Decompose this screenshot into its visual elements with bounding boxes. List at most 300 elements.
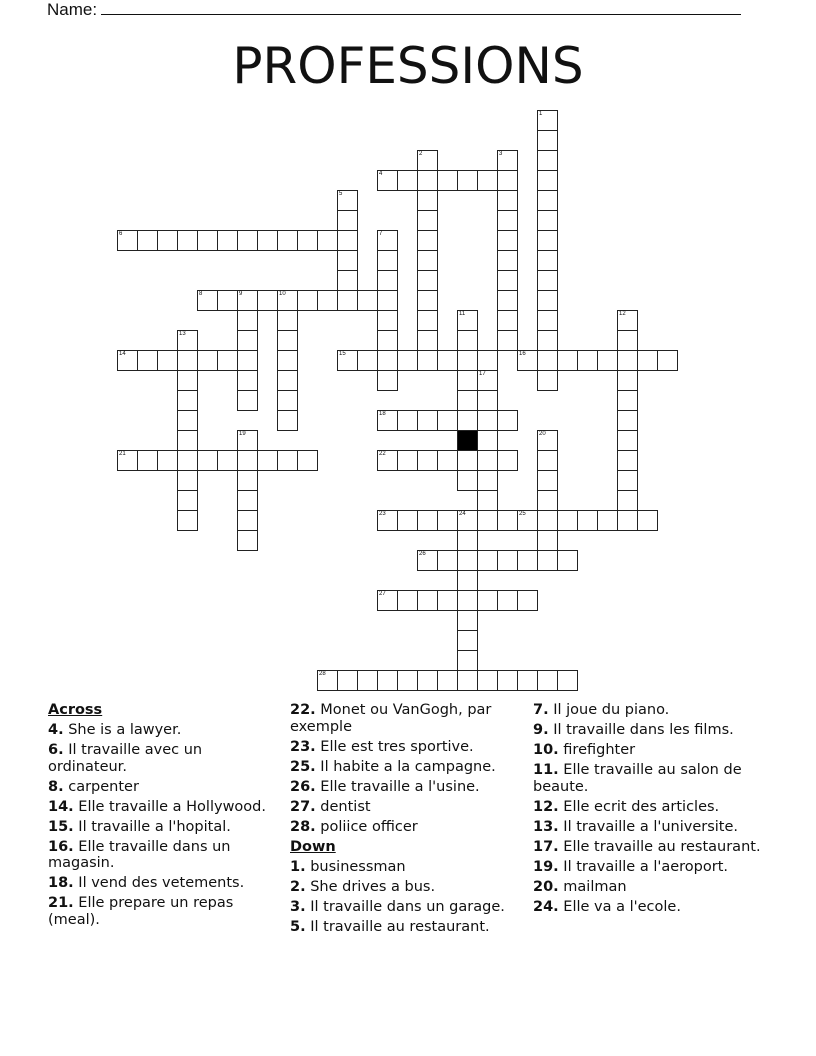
clue-item: 13. Il travaille a l'universite. — [533, 818, 739, 835]
grid-cell[interactable] — [457, 630, 478, 651]
grid-cell[interactable] — [537, 250, 558, 271]
grid-cell[interactable] — [517, 590, 538, 611]
grid-cell[interactable] — [377, 590, 398, 611]
grid-cell[interactable] — [117, 450, 138, 471]
grid-cell[interactable] — [497, 410, 518, 431]
grid-cell[interactable] — [537, 170, 558, 191]
clue-number: 6. — [48, 742, 64, 758]
grid-cell[interactable] — [497, 670, 518, 691]
clue-item: 3. Il travaille dans un garage. — [290, 898, 505, 915]
grid-cell[interactable] — [537, 490, 558, 511]
grid-cell[interactable] — [177, 230, 198, 251]
clue-item: 23. Elle est tres sportive. — [290, 738, 474, 755]
grid-cell[interactable] — [617, 310, 638, 331]
grid-cell[interactable] — [437, 350, 458, 371]
clue-item: 21. Elle prepare un repas (meal). — [48, 895, 234, 928]
grid-cell[interactable] — [537, 330, 558, 351]
grid-cell[interactable] — [417, 550, 438, 571]
clues-column-1 — [48, 702, 278, 932]
grid-cell[interactable] — [417, 270, 438, 291]
grid-cell[interactable] — [577, 350, 598, 371]
clue-item: 14. Elle travaille a Hollywood. — [48, 798, 266, 815]
grid-cell[interactable] — [437, 670, 458, 691]
grid-cell[interactable] — [377, 350, 398, 371]
clue-number: 28. — [290, 818, 316, 835]
grid-cell[interactable] — [277, 230, 298, 251]
clue-number-label: 1 — [539, 111, 543, 117]
clue-item: 8. carpenter — [48, 778, 139, 795]
clue-number: 18. — [48, 875, 74, 891]
grid-cell[interactable] — [457, 610, 478, 631]
grid-cell[interactable] — [137, 230, 158, 251]
clue-number-label: 28 — [319, 671, 326, 677]
clues-heading: Across — [48, 702, 103, 718]
grid-cell[interactable] — [417, 670, 438, 691]
grid-cell[interactable] — [537, 550, 558, 571]
grid-cell[interactable] — [157, 450, 178, 471]
grid-cell[interactable] — [457, 350, 478, 371]
clue-number-label: 14 — [119, 351, 126, 357]
grid-cell[interactable] — [397, 410, 418, 431]
grid-cell[interactable] — [117, 230, 138, 251]
clue-number: 7. — [533, 702, 549, 718]
grid-cell[interactable] — [297, 450, 318, 471]
grid-cell[interactable] — [457, 310, 478, 331]
clue-item: 22. Monet ou VanGogh, par exemple — [290, 702, 492, 735]
grid-cell[interactable] — [457, 530, 478, 551]
clue-item: 1. businessman — [290, 858, 406, 875]
grid-cell[interactable] — [537, 370, 558, 391]
grid-cell[interactable] — [497, 290, 518, 311]
grid-cell[interactable] — [477, 470, 498, 491]
grid-cell[interactable] — [417, 410, 438, 431]
grid-cell[interactable] — [377, 170, 398, 191]
clue-number: 15. — [48, 818, 74, 835]
grid-cell[interactable] — [517, 350, 538, 371]
grid-cell[interactable] — [137, 350, 158, 371]
grid-cell[interactable] — [337, 210, 358, 231]
clue-number-label: 21 — [119, 451, 126, 457]
clue-number: 8. — [48, 778, 64, 795]
clue-number-label: 10 — [279, 291, 286, 297]
grid-cell[interactable] — [217, 230, 238, 251]
clues-heading: Down — [290, 838, 336, 855]
grid-cell[interactable] — [217, 450, 238, 471]
grid-cell[interactable] — [437, 510, 458, 531]
grid-cell[interactable] — [337, 250, 358, 271]
grid-cell[interactable] — [357, 290, 378, 311]
grid-cell[interactable] — [277, 370, 298, 391]
grid-cell[interactable] — [377, 510, 398, 531]
grid-cell[interactable] — [237, 290, 258, 311]
grid-cell[interactable] — [457, 170, 478, 191]
grid-cell[interactable] — [537, 530, 558, 551]
clue-number-label: 23 — [379, 511, 386, 517]
grid-cell[interactable] — [237, 310, 258, 331]
grid-cell[interactable] — [537, 290, 558, 311]
grid-cell[interactable] — [337, 190, 358, 211]
grid-cell[interactable] — [477, 390, 498, 411]
grid-cell[interactable] — [417, 330, 438, 351]
clue-number-label: 11 — [459, 311, 466, 317]
grid-cell[interactable] — [617, 450, 638, 471]
clue-number: 22. — [290, 702, 316, 718]
grid-cell[interactable] — [537, 310, 558, 331]
grid-cell[interactable] — [157, 230, 178, 251]
grid-cell[interactable] — [537, 350, 558, 371]
clue-number-label: 20 — [539, 431, 546, 437]
clue-number-label: 26 — [419, 551, 426, 557]
clue-item: 20. mailman — [533, 878, 627, 895]
grid-cell[interactable] — [177, 370, 198, 391]
grid-cell[interactable] — [317, 670, 338, 691]
grid-cell[interactable] — [377, 270, 398, 291]
clue-item: 18. Il vend des vetements. — [48, 875, 245, 891]
clue-number: 3. — [290, 898, 306, 915]
grid-cell[interactable] — [257, 290, 278, 311]
grid-cell[interactable] — [237, 490, 258, 511]
clue-number: 2. — [290, 878, 306, 895]
grid-cell[interactable] — [477, 490, 498, 511]
clues-column-3 — [533, 702, 763, 919]
grid-cell[interactable] — [637, 510, 658, 531]
grid-cell[interactable] — [437, 450, 458, 471]
grid-cell[interactable] — [337, 270, 358, 291]
clue-number-label: 8 — [199, 291, 203, 297]
clue-number: 5. — [290, 918, 306, 935]
grid-cell[interactable] — [277, 310, 298, 331]
clue-number: 16. — [48, 838, 74, 855]
grid-cell[interactable] — [237, 430, 258, 451]
grid-cell[interactable] — [177, 470, 198, 491]
grid-cell[interactable] — [477, 370, 498, 391]
clue-number: 12. — [533, 798, 559, 815]
grid-cell[interactable] — [457, 550, 478, 571]
grid-cell[interactable] — [377, 670, 398, 691]
grid-cell[interactable] — [477, 170, 498, 191]
grid-cell[interactable] — [457, 390, 478, 411]
grid-cell[interactable] — [417, 250, 438, 271]
clue-number-label: 22 — [379, 451, 386, 457]
grid-cell[interactable] — [537, 150, 558, 171]
grid-cell[interactable] — [597, 510, 618, 531]
grid-cell[interactable] — [417, 150, 438, 171]
grid-cell[interactable] — [197, 290, 218, 311]
grid-cell[interactable] — [497, 150, 518, 171]
grid-cell[interactable] — [417, 230, 438, 251]
grid-cell[interactable] — [477, 450, 498, 471]
grid-cell[interactable] — [197, 450, 218, 471]
clue-number-label: 25 — [519, 511, 526, 517]
grid-cell[interactable] — [437, 170, 458, 191]
grid-cell[interactable] — [537, 210, 558, 231]
grid-cell[interactable] — [377, 450, 398, 471]
grid-cell[interactable] — [617, 410, 638, 431]
clue-number-label: 15 — [339, 351, 346, 357]
grid-cell[interactable] — [257, 230, 278, 251]
grid-cell[interactable] — [277, 350, 298, 371]
clue-number: 4. — [48, 722, 64, 738]
grid-cell[interactable] — [357, 350, 378, 371]
grid-cell[interactable] — [177, 510, 198, 531]
grid-cell[interactable] — [517, 670, 538, 691]
grid-cell[interactable] — [617, 490, 638, 511]
grid-cell[interactable] — [117, 350, 138, 371]
grid-cell[interactable] — [557, 670, 578, 691]
grid-cell[interactable] — [337, 290, 358, 311]
grid-cell[interactable] — [537, 110, 558, 131]
grid-cell[interactable] — [177, 410, 198, 431]
grid-cell[interactable] — [297, 290, 318, 311]
grid-cell[interactable] — [657, 350, 678, 371]
grid-cell[interactable] — [277, 290, 298, 311]
grid-cell[interactable] — [177, 390, 198, 411]
clue-number-label: 17 — [479, 371, 486, 377]
grid-cell[interactable] — [177, 350, 198, 371]
grid-cell[interactable] — [457, 330, 478, 351]
grid-cell[interactable] — [597, 350, 618, 371]
grid-cell[interactable] — [237, 330, 258, 351]
grid-cell[interactable] — [437, 550, 458, 571]
grid-cell[interactable] — [397, 170, 418, 191]
clue-number-label: 5 — [339, 191, 343, 197]
clue-number: 19. — [533, 858, 559, 875]
clue-item: 7. Il joue du piano. — [533, 702, 670, 718]
clue-number-label: 7 — [379, 231, 383, 237]
grid-cell[interactable] — [397, 350, 418, 371]
grid-cell[interactable] — [497, 210, 518, 231]
grid-cell[interactable] — [617, 510, 638, 531]
clue-number: 24. — [533, 898, 559, 915]
grid-cell[interactable] — [237, 350, 258, 371]
clue-item: 27. dentist — [290, 798, 371, 815]
grid-cell[interactable] — [357, 670, 378, 691]
clue-number: 14. — [48, 798, 74, 815]
grid-cell[interactable] — [497, 330, 518, 351]
grid-cell[interactable] — [237, 530, 258, 551]
grid-cell[interactable] — [457, 410, 478, 431]
clue-item: 26. Elle travaille a l'usine. — [290, 778, 480, 795]
clue-number-label: 16 — [519, 351, 526, 357]
clue-number: 25. — [290, 758, 316, 775]
grid-cell[interactable] — [277, 330, 298, 351]
clue-item: 10. firefighter — [533, 742, 636, 758]
grid-cell[interactable] — [477, 510, 498, 531]
grid-cell[interactable] — [457, 590, 478, 611]
clue-number: 20. — [533, 878, 559, 895]
clue-number-label: 6 — [119, 231, 123, 237]
clue-number: 21. — [48, 895, 74, 911]
clue-number-label: 24 — [459, 511, 466, 517]
grid-cell[interactable] — [497, 510, 518, 531]
clue-item: 16. Elle travaille dans un magasin. — [48, 838, 231, 871]
grid-cell[interactable] — [417, 510, 438, 531]
grid-cell[interactable] — [377, 310, 398, 331]
grid-cell[interactable] — [237, 370, 258, 391]
clue-item: 11. Elle travaille au salon de beaute. — [533, 762, 742, 795]
grid-cell[interactable] — [557, 510, 578, 531]
grid-cell[interactable] — [417, 590, 438, 611]
grid-cell[interactable] — [177, 490, 198, 511]
clue-item: 2. She drives a bus. — [290, 878, 436, 895]
clues-column-2 — [290, 702, 525, 939]
clue-number: 11. — [533, 762, 559, 778]
grid-cell[interactable] — [377, 410, 398, 431]
grid-cell[interactable] — [277, 410, 298, 431]
clue-number: 17. — [533, 838, 559, 855]
grid-cell[interactable] — [617, 350, 638, 371]
grid-cell[interactable] — [417, 350, 438, 371]
clue-item: 5. Il travaille au restaurant. — [290, 918, 490, 935]
grid-cell[interactable] — [377, 230, 398, 251]
clue-number: 13. — [533, 818, 559, 835]
clue-item: 4. She is a lawyer. — [48, 722, 182, 738]
grid-cell[interactable] — [397, 450, 418, 471]
clue-number-label: 27 — [379, 591, 386, 597]
page-title: PROFESSIONS — [232, 37, 584, 95]
clue-number: 27. — [290, 798, 316, 815]
grid-cell[interactable] — [497, 170, 518, 191]
grid-cell[interactable] — [157, 350, 178, 371]
grid-cell[interactable] — [617, 470, 638, 491]
grid-cell[interactable] — [457, 650, 478, 671]
grid-cell[interactable] — [437, 590, 458, 611]
grid-cell[interactable] — [517, 510, 538, 531]
grid-cell[interactable] — [177, 430, 198, 451]
grid-cell[interactable] — [437, 410, 458, 431]
grid-cell[interactable] — [557, 350, 578, 371]
grid-cell[interactable] — [417, 170, 438, 191]
grid-cell[interactable] — [417, 290, 438, 311]
clue-number: 1. — [290, 858, 306, 875]
grid-cell[interactable] — [457, 450, 478, 471]
grid-cell[interactable] — [497, 250, 518, 271]
grid-cell[interactable] — [417, 450, 438, 471]
clue-item: 6. Il travaille avec un ordinateur. — [48, 742, 203, 775]
grid-cell[interactable] — [397, 590, 418, 611]
grid-cell[interactable] — [177, 450, 198, 471]
clue-item: 19. Il travaille a l'aeroport. — [533, 858, 728, 875]
clue-number: 9. — [533, 722, 549, 738]
grid-cell[interactable] — [337, 350, 358, 371]
grid-cell[interactable] — [177, 330, 198, 351]
grid-cell[interactable] — [477, 670, 498, 691]
grid-cell[interactable] — [457, 570, 478, 591]
clue-item: 24. Elle va a l'ecole. — [533, 898, 681, 915]
grid-cell[interactable] — [377, 330, 398, 351]
grid-cell[interactable] — [197, 350, 218, 371]
grid-cell[interactable] — [537, 130, 558, 151]
clue-number-label: 4 — [379, 171, 383, 177]
grid-cell[interactable] — [457, 510, 478, 531]
grid-cell[interactable] — [637, 350, 658, 371]
grid-cell[interactable] — [497, 190, 518, 211]
clue-number-label: 9 — [239, 291, 243, 297]
clue-number-label: 2 — [419, 151, 423, 157]
grid-cell[interactable] — [577, 510, 598, 531]
grid-cell[interactable] — [217, 350, 238, 371]
grid-cell[interactable] — [477, 430, 498, 451]
grid-cell[interactable] — [197, 230, 218, 251]
grid-cell[interactable] — [397, 670, 418, 691]
grid-cell[interactable] — [497, 550, 518, 571]
clue-number-label: 12 — [619, 311, 626, 317]
grid-cell[interactable] — [337, 230, 358, 251]
grid-cell[interactable] — [497, 310, 518, 331]
grid-cell[interactable] — [537, 230, 558, 251]
grid-cell[interactable] — [297, 230, 318, 251]
grid-cell[interactable] — [237, 230, 258, 251]
clue-number: 26. — [290, 778, 316, 795]
grid-cell[interactable] — [417, 310, 438, 331]
grid-cell[interactable] — [497, 450, 518, 471]
grid-cell[interactable] — [497, 590, 518, 611]
grid-cell[interactable] — [617, 430, 638, 451]
grid-cell[interactable] — [417, 190, 438, 211]
clue-item: 28. poliice officer — [290, 818, 418, 835]
grid-cell[interactable] — [477, 350, 498, 371]
clue-number-label: 3 — [499, 151, 503, 157]
grid-cell[interactable] — [537, 450, 558, 471]
grid-cell[interactable] — [377, 290, 398, 311]
clue-number: 23. — [290, 738, 316, 755]
grid-cell[interactable] — [417, 210, 438, 231]
grid-cell[interactable] — [237, 450, 258, 471]
grid-cell[interactable] — [237, 390, 258, 411]
grid-cell[interactable] — [497, 230, 518, 251]
grid-cell[interactable] — [517, 550, 538, 571]
black-cell — [457, 430, 478, 451]
grid-cell[interactable] — [217, 290, 238, 311]
grid-cell[interactable] — [617, 330, 638, 351]
grid-cell[interactable] — [537, 470, 558, 491]
grid-cell[interactable] — [537, 670, 558, 691]
grid-cell[interactable] — [317, 290, 338, 311]
grid-cell[interactable] — [537, 270, 558, 291]
grid-cell[interactable] — [377, 370, 398, 391]
grid-cell[interactable] — [497, 270, 518, 291]
grid-cell[interactable] — [457, 370, 478, 391]
grid-cell[interactable] — [377, 250, 398, 271]
grid-cell[interactable] — [237, 470, 258, 491]
grid-cell[interactable] — [537, 510, 558, 531]
grid-cell[interactable] — [617, 370, 638, 391]
grid-cell[interactable] — [537, 430, 558, 451]
grid-cell[interactable] — [317, 230, 338, 251]
grid-cell[interactable] — [537, 190, 558, 211]
grid-cell[interactable] — [477, 550, 498, 571]
grid-cell[interactable] — [337, 670, 358, 691]
grid-cell[interactable] — [277, 450, 298, 471]
clue-item: 17. Elle travaille au restaurant. — [533, 838, 761, 855]
clue-number-label: 19 — [239, 431, 246, 437]
grid-cell[interactable] — [477, 590, 498, 611]
grid-cell[interactable] — [457, 470, 478, 491]
grid-cell[interactable] — [137, 450, 158, 471]
clue-item: 9. Il travaille dans les films. — [533, 722, 734, 738]
clue-item: 15. Il travaille a l'hopital. — [48, 818, 231, 835]
grid-cell[interactable] — [617, 390, 638, 411]
grid-cell[interactable] — [277, 390, 298, 411]
grid-cell[interactable] — [237, 510, 258, 531]
grid-cell[interactable] — [457, 670, 478, 691]
clue-number-label: 13 — [179, 331, 186, 337]
grid-cell[interactable] — [557, 550, 578, 571]
grid-cell[interactable] — [477, 410, 498, 431]
grid-cell[interactable] — [397, 510, 418, 531]
grid-cell[interactable] — [257, 450, 278, 471]
name-label: Name: — [47, 0, 98, 19]
